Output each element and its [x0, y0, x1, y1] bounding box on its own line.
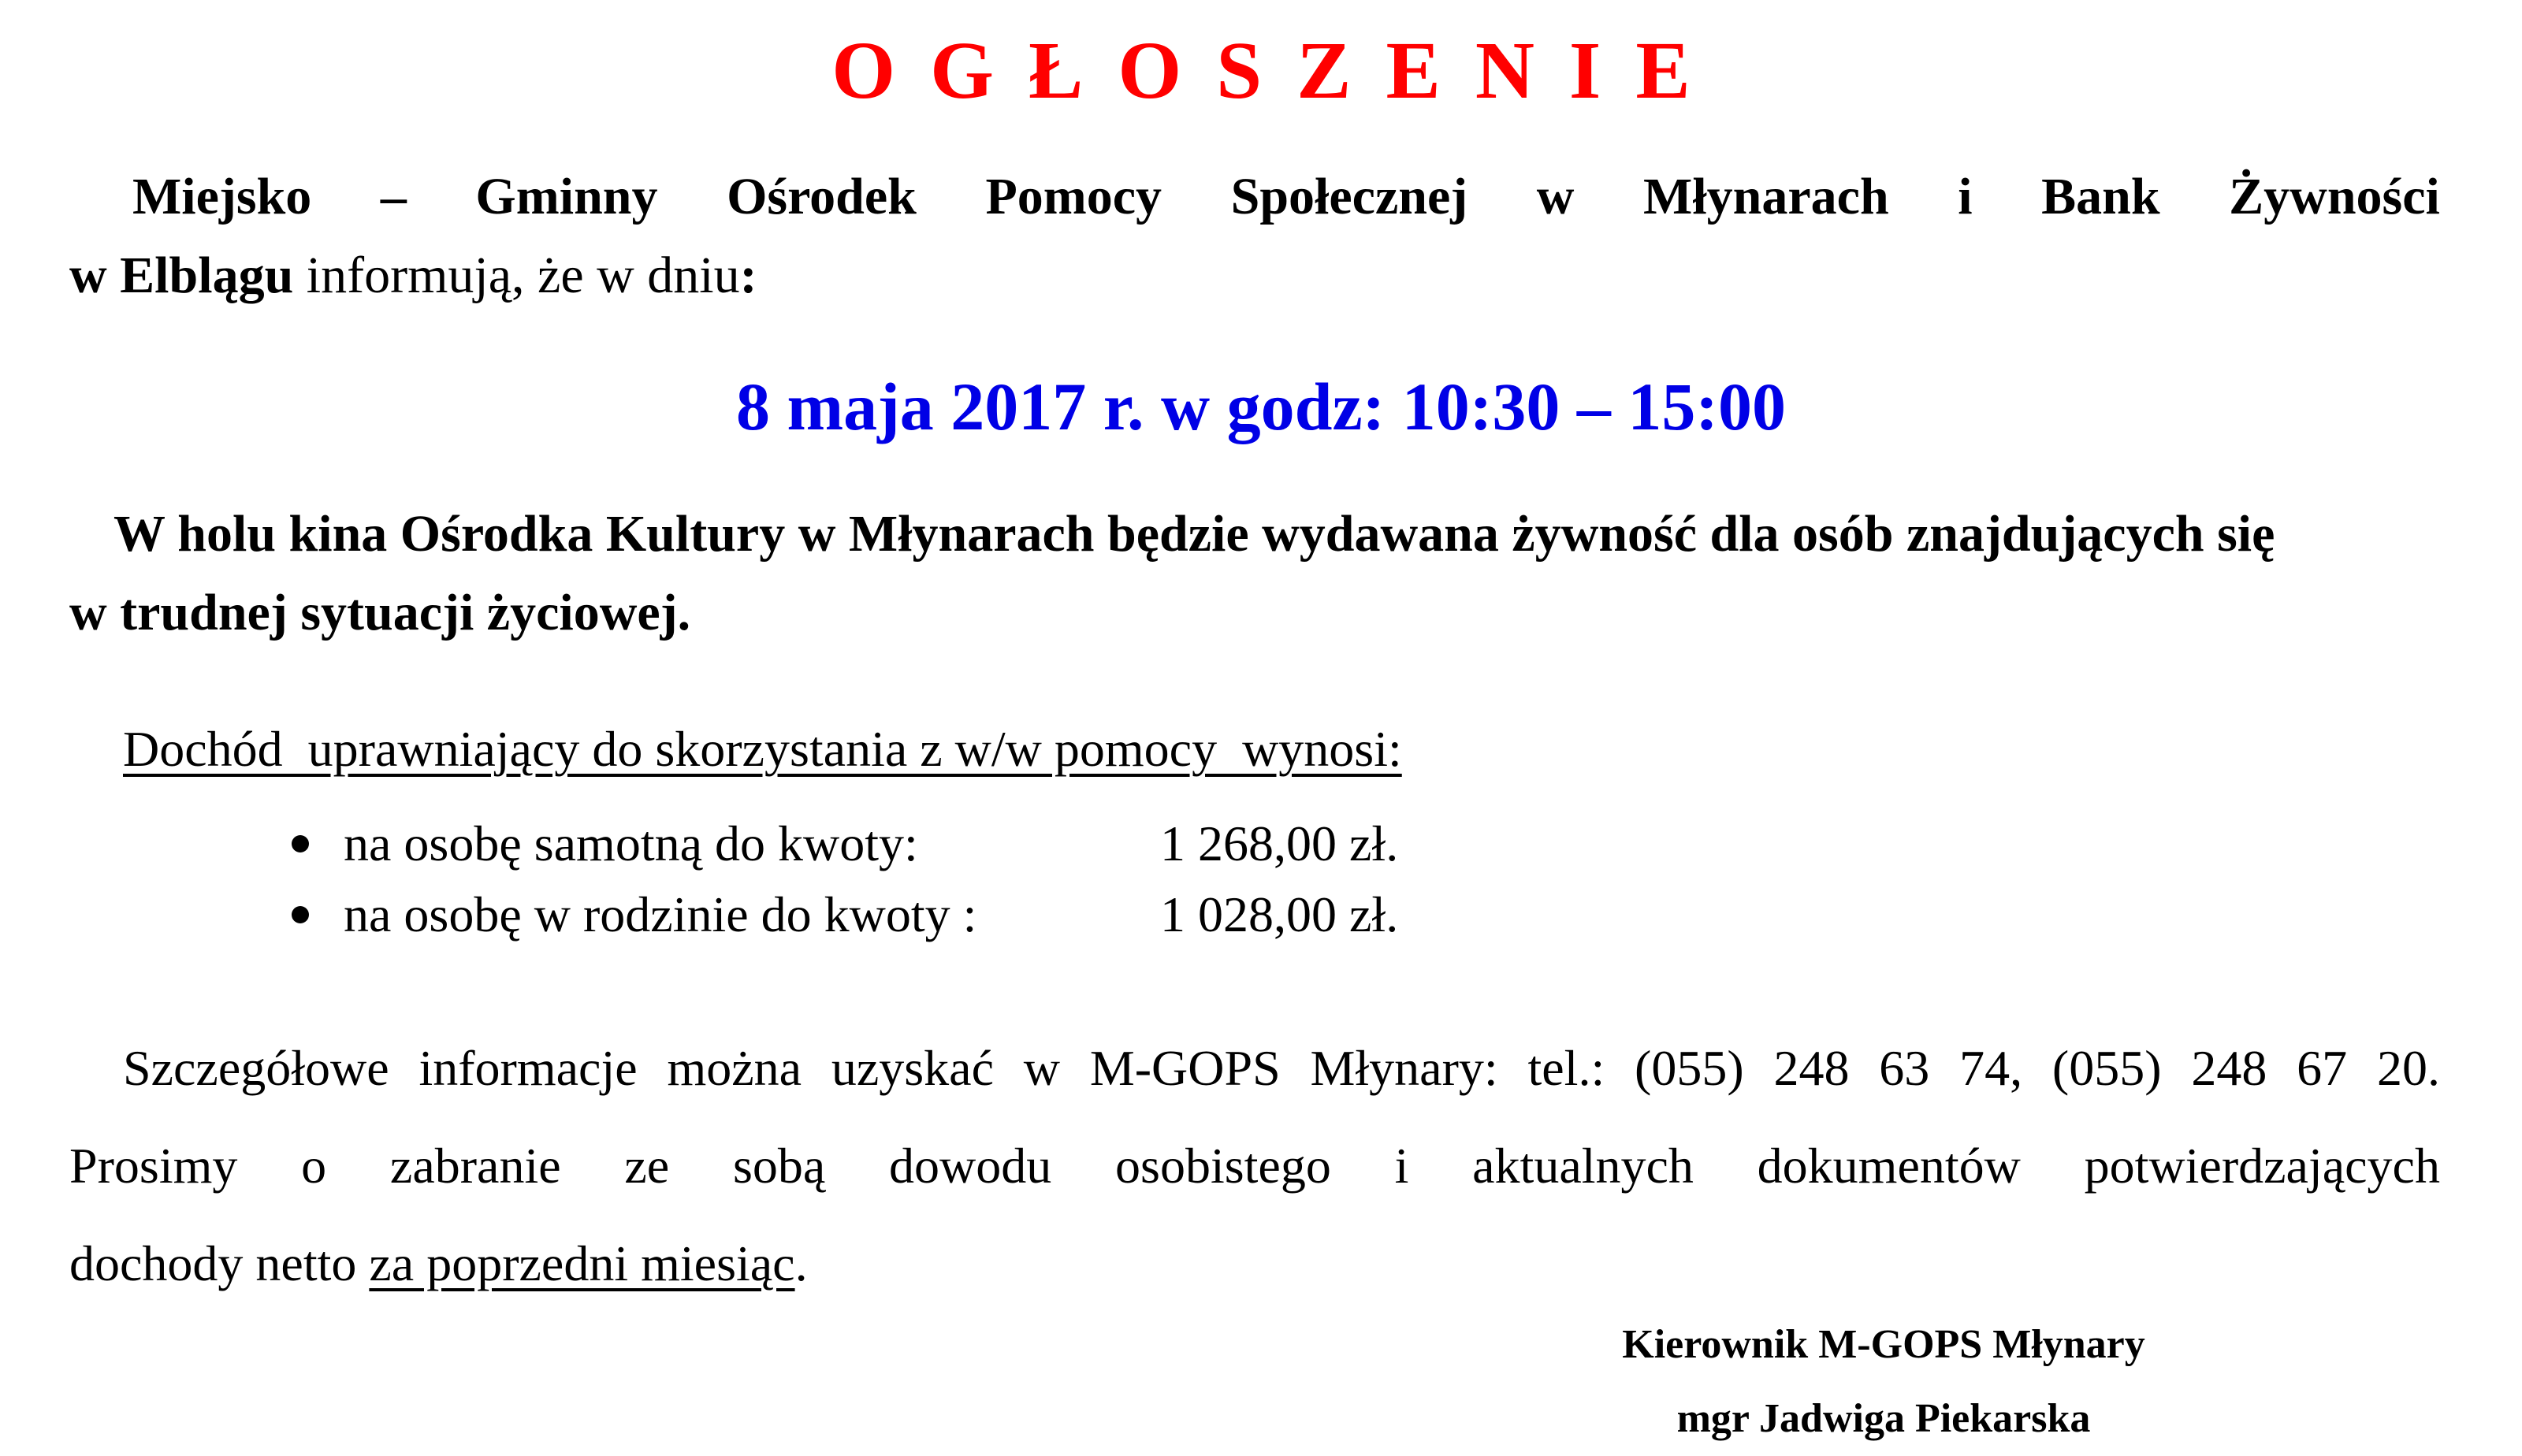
details-period: . [794, 1235, 808, 1291]
details-word: 74, [1959, 1040, 2023, 1096]
income-heading: Dochód uprawniający do skorzystania z w/w pomocy wynosi: [123, 721, 1402, 777]
page-title: OGŁOSZENIE [831, 25, 1725, 116]
event-date: 8 maja 2017 r. w godz: 10:30 – 15:00 [735, 369, 1787, 444]
details-word: dowodu [889, 1138, 1052, 1194]
details-word: (055) [1635, 1040, 1744, 1096]
details-word: M-GOPS [1089, 1040, 1281, 1096]
details-word: tel.: [1527, 1040, 1605, 1096]
intro-word: w [1536, 168, 1575, 225]
notice-line-1: W holu kina Ośrodka Kultury w Młynarach będzie wydawana żywność dla osób znajdujących się [113, 505, 2275, 563]
details-text: dochody netto [69, 1235, 370, 1291]
intro-word: Ośrodek [727, 168, 917, 225]
details-word: o [301, 1138, 327, 1194]
details-word: osobistego [1115, 1138, 1331, 1194]
details-line-1 [69, 1020, 2440, 1117]
details-word: Prosimy [69, 1138, 238, 1194]
details-word: można [667, 1040, 802, 1096]
bullet-icon [292, 835, 309, 852]
details-word: dokumentów [1757, 1138, 2021, 1194]
details-word: 20. [2376, 1040, 2440, 1096]
details-word: aktualnych [1472, 1138, 1694, 1194]
intro-word: Gminny [475, 168, 658, 225]
details-word: 63 [1879, 1040, 1930, 1096]
income-label: na osobę w rodzinie do kwoty : [344, 886, 977, 942]
list-item [292, 879, 1398, 950]
list-item [292, 808, 1398, 879]
notice-line-2: w trudnej sytuacji życiowej. [69, 584, 691, 641]
details-word: ze [624, 1138, 670, 1194]
intro-line-1 [69, 158, 2440, 236]
intro-word: Społecznej [1230, 168, 1468, 225]
details-word: sobą [732, 1138, 826, 1194]
intro-colon: : [739, 247, 757, 304]
intro-city: w Elblągu [69, 247, 294, 304]
signature-block [1576, 1308, 2191, 1456]
intro-word: Pomocy [985, 168, 1162, 225]
signature-name: mgr Jadwiga Piekarska [1676, 1396, 2091, 1441]
details-word: w [1023, 1040, 1060, 1096]
intro-paragraph [69, 158, 2440, 315]
details-word: 248 [1773, 1040, 1850, 1096]
intro-word: Młynarach [1643, 168, 1889, 225]
intro-word: Miejsko [132, 168, 312, 225]
intro-word: Żywności [2229, 168, 2440, 225]
details-underlined: za poprzedni miesiąc [369, 1235, 795, 1291]
details-line-3 [69, 1215, 2440, 1313]
details-word: informacje [418, 1040, 638, 1096]
details-word: uzyskać [831, 1040, 994, 1096]
intro-line-2 [69, 236, 2440, 315]
intro-word: – [380, 168, 407, 225]
notice-paragraph [69, 495, 2440, 652]
details-word: 67 [2297, 1040, 2348, 1096]
intro-word: Bank [2041, 168, 2160, 225]
details-word: potwierdzających [2084, 1138, 2440, 1194]
details-word: 248 [2191, 1040, 2267, 1096]
details-word: i [1394, 1138, 1409, 1194]
details-word: Młynary: [1310, 1040, 1498, 1096]
details-line-2 [69, 1117, 2440, 1215]
income-label: na osobę samotną do kwoty: [344, 815, 918, 871]
details-word: Szczegółowe [123, 1040, 389, 1096]
intro-word: i [1958, 168, 1973, 225]
signature-role: Kierownik M-GOPS Młynary [1622, 1322, 2145, 1367]
intro-text: informują, że w dniu [293, 247, 740, 304]
details-paragraph [69, 1020, 2440, 1313]
income-list [292, 808, 1398, 950]
details-word: zabranie [389, 1138, 561, 1194]
income-amount: 1 028,00 zł. [1160, 886, 1399, 942]
details-word: (055) [2051, 1040, 2162, 1096]
income-amount: 1 268,00 zł. [1160, 815, 1399, 871]
bullet-icon [292, 906, 309, 923]
